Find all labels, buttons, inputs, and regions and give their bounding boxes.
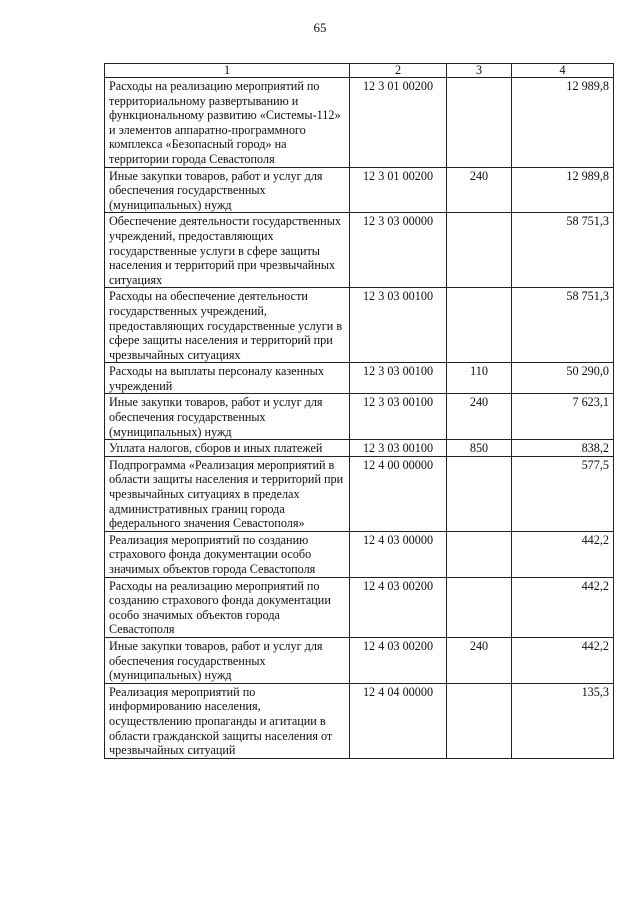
column-header-4: 4 [512, 64, 614, 78]
row-amount: 442,2 [512, 531, 614, 577]
row-code: 12 3 01 00200 [350, 167, 447, 213]
table-row [105, 213, 614, 288]
row-type: 240 [447, 637, 512, 683]
row-name: Иные закупки товаров, работ и услуг для обеспечения государственных (муниципальных) нужд [105, 167, 350, 213]
row-amount: 577,5 [512, 456, 614, 531]
row-type [447, 577, 512, 637]
row-type [447, 683, 512, 758]
row-code: 12 3 01 00200 [350, 78, 447, 168]
row-amount: 50 290,0 [512, 363, 614, 394]
budget-table [104, 63, 614, 759]
row-type: 850 [447, 440, 512, 457]
table-row [105, 363, 614, 394]
table-row [105, 577, 614, 637]
row-type [447, 78, 512, 168]
table-row [105, 531, 614, 577]
row-amount: 7 623,1 [512, 394, 614, 440]
page-number: 65 [313, 20, 327, 35]
row-name: Подпрограмма «Реализация мероприятий в области защиты населения и территорий при чрезвычайных ситуациях в пределах административных границ города федерального значения Севастополя» [105, 456, 350, 531]
row-amount: 12 989,8 [512, 78, 614, 168]
row-code: 12 3 03 00000 [350, 213, 447, 288]
row-name: Расходы на обеспечение деятельности государственных учреждений, предоставляющих государственные услуги в сфере защиты населения и территорий при чрезвычайных ситуациях [105, 288, 350, 363]
row-amount: 135,3 [512, 683, 614, 758]
row-name: Реализация мероприятий по созданию страхового фонда документации особо значимых объектов города Севастополя [105, 531, 350, 577]
row-amount: 58 751,3 [512, 213, 614, 288]
row-code: 12 4 03 00200 [350, 637, 447, 683]
table-row [105, 440, 614, 457]
row-type: 240 [447, 167, 512, 213]
row-type [447, 531, 512, 577]
row-name: Иные закупки товаров, работ и услуг для обеспечения государственных (муниципальных) нужд [105, 637, 350, 683]
row-type: 240 [447, 394, 512, 440]
row-name: Расходы на реализацию мероприятий по территориальному развертыванию и функциональному развитию «Системы-112» и элементов аппаратно-программного комплекса «Безопасный город» на территории города Севастополя [105, 78, 350, 168]
table-row [105, 167, 614, 213]
table-row [105, 683, 614, 758]
row-name: Расходы на выплаты персоналу казенных учреждений [105, 363, 350, 394]
column-header-3: 3 [447, 64, 512, 78]
column-header-2: 2 [350, 64, 447, 78]
row-amount: 838,2 [512, 440, 614, 457]
row-name: Расходы на реализацию мероприятий по созданию страхового фонда документации особо значимых объектов города Севастополя [105, 577, 350, 637]
row-name: Реализация мероприятий по информированию населения, осуществлению пропаганды и агитации в области гражданской защиты населения от чрезвычайных ситуаций [105, 683, 350, 758]
row-type [447, 456, 512, 531]
row-code: 12 3 03 00100 [350, 288, 447, 363]
row-name: Обеспечение деятельности государственных учреждений, предоставляющих государственные услуги в сфере защиты населения и территорий при чрезвычайных ситуациях [105, 213, 350, 288]
row-code: 12 3 03 00100 [350, 440, 447, 457]
row-type [447, 213, 512, 288]
row-code: 12 4 03 00000 [350, 531, 447, 577]
table-row [105, 78, 614, 168]
row-amount: 12 989,8 [512, 167, 614, 213]
row-code: 12 3 03 00100 [350, 394, 447, 440]
row-type [447, 288, 512, 363]
table-row [105, 288, 614, 363]
row-type: 110 [447, 363, 512, 394]
row-name: Иные закупки товаров, работ и услуг для обеспечения государственных (муниципальных) нужд [105, 394, 350, 440]
table-header-row [105, 64, 614, 78]
row-code: 12 3 03 00100 [350, 363, 447, 394]
table-row [105, 394, 614, 440]
row-amount: 442,2 [512, 637, 614, 683]
table-row [105, 456, 614, 531]
table-row [105, 637, 614, 683]
row-name: Уплата налогов, сборов и иных платежей [105, 440, 350, 457]
row-amount: 442,2 [512, 577, 614, 637]
column-header-1: 1 [105, 64, 350, 78]
row-code: 12 4 00 00000 [350, 456, 447, 531]
row-code: 12 4 04 00000 [350, 683, 447, 758]
row-code: 12 4 03 00200 [350, 577, 447, 637]
row-amount: 58 751,3 [512, 288, 614, 363]
